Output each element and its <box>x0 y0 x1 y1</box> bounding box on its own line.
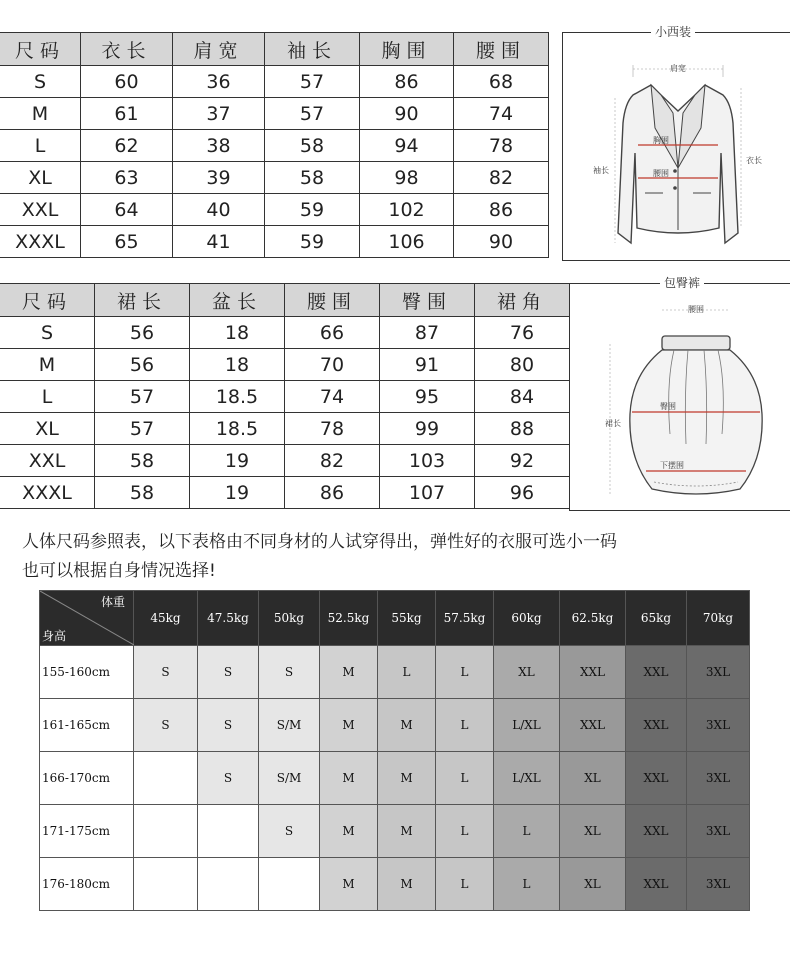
value-cell: 80 <box>475 349 570 381</box>
header-waist: 腰围 <box>285 284 380 317</box>
table-row <box>0 445 570 477</box>
size-recommendation-cell: S <box>134 646 198 699</box>
height-cell: 171-175cm <box>40 805 134 858</box>
size-recommendation-cell: M <box>320 699 378 752</box>
value-cell: 87 <box>380 317 475 349</box>
height-cell: 161-165cm <box>40 699 134 752</box>
size-recommendation-cell: S/M <box>259 752 320 805</box>
size-recommendation-cell <box>134 805 198 858</box>
table-row <box>0 226 549 258</box>
label-hip: 臀围 <box>660 402 676 411</box>
table-row <box>0 413 570 445</box>
label-skirt-length: 裙长 <box>605 419 621 428</box>
value-cell: 18 <box>190 349 285 381</box>
size-recommendation-cell: S <box>259 646 320 699</box>
note-line-2: 也可以根据自身情况选择! <box>22 561 216 581</box>
size-recommendation-cell <box>259 858 320 911</box>
size-cell: XL <box>0 162 81 194</box>
value-cell: 82 <box>454 162 549 194</box>
size-note <box>22 528 782 586</box>
label-shoulder: 肩宽 <box>670 64 686 73</box>
size-recommendation-cell: L <box>436 699 494 752</box>
size-recommendation-cell: M <box>320 805 378 858</box>
weight-header: 57.5kg <box>436 591 494 646</box>
size-recommendation-cell: 3XL <box>687 752 750 805</box>
table-row <box>0 317 570 349</box>
skirt-diagram <box>569 276 790 511</box>
size-recommendation-cell: L <box>378 646 436 699</box>
size-recommendation-cell: 3XL <box>687 858 750 911</box>
height-cell: 155-160cm <box>40 646 134 699</box>
value-cell: 63 <box>81 162 173 194</box>
size-recommendation-cell: S <box>198 699 259 752</box>
value-cell: 70 <box>285 349 380 381</box>
value-cell: 59 <box>265 194 360 226</box>
body-size-reference-table <box>39 590 750 911</box>
skirt-illustration <box>570 284 790 510</box>
jacket-illustration <box>563 33 790 260</box>
value-cell: 86 <box>454 194 549 226</box>
size-recommendation-cell: M <box>378 699 436 752</box>
value-cell: 86 <box>285 477 380 509</box>
skirt-diagram-title: 包臀裤 <box>660 274 704 291</box>
jacket-header-row <box>0 33 549 66</box>
size-recommendation-cell: L <box>436 752 494 805</box>
value-cell: 106 <box>360 226 454 258</box>
weight-header: 60kg <box>494 591 560 646</box>
size-recommendation-cell: L/XL <box>494 699 560 752</box>
header-waist: 腰围 <box>454 33 549 66</box>
value-cell: 95 <box>380 381 475 413</box>
weight-header: 55kg <box>378 591 436 646</box>
value-cell: 88 <box>475 413 570 445</box>
value-cell: 76 <box>475 317 570 349</box>
value-cell: 38 <box>173 130 265 162</box>
value-cell: 102 <box>360 194 454 226</box>
value-cell: 58 <box>95 445 190 477</box>
size-recommendation-cell <box>134 858 198 911</box>
size-recommendation-cell: XXL <box>626 699 687 752</box>
size-cell: S <box>0 317 95 349</box>
size-recommendation-cell: XXL <box>626 752 687 805</box>
size-recommendation-cell: XL <box>560 858 626 911</box>
value-cell: 18.5 <box>190 381 285 413</box>
size-recommendation-cell: S <box>259 805 320 858</box>
value-cell: 98 <box>360 162 454 194</box>
size-recommendation-cell: M <box>320 858 378 911</box>
weight-header: 52.5kg <box>320 591 378 646</box>
size-cell: L <box>0 381 95 413</box>
weight-header: 50kg <box>259 591 320 646</box>
height-cell: 166-170cm <box>40 752 134 805</box>
value-cell: 36 <box>173 66 265 98</box>
value-cell: 91 <box>380 349 475 381</box>
table-row <box>0 162 549 194</box>
size-recommendation-cell: 3XL <box>687 646 750 699</box>
value-cell: 56 <box>95 317 190 349</box>
value-cell: 78 <box>285 413 380 445</box>
value-cell: 103 <box>380 445 475 477</box>
jacket-size-table <box>0 32 549 258</box>
weight-header: 47.5kg <box>198 591 259 646</box>
table-row <box>40 646 750 699</box>
value-cell: 68 <box>454 66 549 98</box>
size-recommendation-cell: XXL <box>626 858 687 911</box>
label-sleeve: 袖长 <box>593 166 609 175</box>
value-cell: 61 <box>81 98 173 130</box>
size-recommendation-cell: XXL <box>560 646 626 699</box>
header-length: 衣长 <box>81 33 173 66</box>
value-cell: 64 <box>81 194 173 226</box>
value-cell: 39 <box>173 162 265 194</box>
value-cell: 57 <box>265 66 360 98</box>
table-row <box>0 381 570 413</box>
header-sleeve: 袖长 <box>265 33 360 66</box>
jacket-diagram <box>562 25 790 261</box>
value-cell: 90 <box>454 226 549 258</box>
header-size: 尺码 <box>0 33 81 66</box>
size-recommendation-cell: L <box>436 805 494 858</box>
table-row <box>0 349 570 381</box>
size-recommendation-cell: S/M <box>259 699 320 752</box>
value-cell: 57 <box>95 381 190 413</box>
table-row <box>40 858 750 911</box>
size-recommendation-cell: XXL <box>626 805 687 858</box>
size-cell: S <box>0 66 81 98</box>
value-cell: 41 <box>173 226 265 258</box>
label-chest: 胸围 <box>653 136 669 145</box>
size-recommendation-cell <box>198 805 259 858</box>
value-cell: 19 <box>190 477 285 509</box>
value-cell: 56 <box>95 349 190 381</box>
value-cell: 78 <box>454 130 549 162</box>
skirt-header-row <box>0 284 570 317</box>
table-row <box>0 477 570 509</box>
value-cell: 57 <box>265 98 360 130</box>
value-cell: 18.5 <box>190 413 285 445</box>
value-cell: 65 <box>81 226 173 258</box>
size-recommendation-cell: S <box>198 752 259 805</box>
skirt-size-table <box>0 283 570 509</box>
label-hem: 下摆围 <box>660 461 684 470</box>
size-recommendation-cell: L <box>436 646 494 699</box>
weight-header: 62.5kg <box>560 591 626 646</box>
value-cell: 66 <box>285 317 380 349</box>
value-cell: 82 <box>285 445 380 477</box>
label-waist: 腰围 <box>688 305 704 314</box>
label-waist: 腰围 <box>653 169 669 178</box>
height-cell: 176-180cm <box>40 858 134 911</box>
value-cell: 74 <box>454 98 549 130</box>
header-chest: 胸围 <box>360 33 454 66</box>
value-cell: 107 <box>380 477 475 509</box>
size-recommendation-cell: L/XL <box>494 752 560 805</box>
size-recommendation-cell: S <box>134 699 198 752</box>
size-recommendation-cell: M <box>378 858 436 911</box>
note-line-1: 人体尺码参照表，以下表格由不同身材的人试穿得出，弹性好的衣服可选小一码 <box>22 532 617 552</box>
value-cell: 37 <box>173 98 265 130</box>
value-cell: 94 <box>360 130 454 162</box>
size-recommendation-cell: M <box>378 752 436 805</box>
jacket-diagram-title: 小西装 <box>651 23 695 40</box>
size-recommendation-cell <box>198 858 259 911</box>
size-cell: M <box>0 349 95 381</box>
size-cell: XXXL <box>0 477 95 509</box>
size-recommendation-cell: S <box>198 646 259 699</box>
size-recommendation-cell <box>134 752 198 805</box>
label-length: 衣长 <box>746 156 762 165</box>
value-cell: 84 <box>475 381 570 413</box>
weight-header: 45kg <box>134 591 198 646</box>
size-recommendation-cell: L <box>494 805 560 858</box>
table-row <box>0 66 549 98</box>
size-recommendation-cell: XL <box>560 752 626 805</box>
header-rise: 盆长 <box>190 284 285 317</box>
value-cell: 62 <box>81 130 173 162</box>
value-cell: 92 <box>475 445 570 477</box>
weight-header: 70kg <box>687 591 750 646</box>
corner-height-label: 身高 <box>42 629 67 643</box>
weight-header: 65kg <box>626 591 687 646</box>
size-cell: XL <box>0 413 95 445</box>
value-cell: 99 <box>380 413 475 445</box>
value-cell: 59 <box>265 226 360 258</box>
value-cell: 58 <box>265 130 360 162</box>
value-cell: 96 <box>475 477 570 509</box>
size-cell: XXXL <box>0 226 81 258</box>
table-row <box>0 194 549 226</box>
value-cell: 86 <box>360 66 454 98</box>
size-cell: XXL <box>0 194 81 226</box>
value-cell: 60 <box>81 66 173 98</box>
size-recommendation-cell: 3XL <box>687 805 750 858</box>
header-shoulder: 肩宽 <box>173 33 265 66</box>
value-cell: 18 <box>190 317 285 349</box>
size-cell: M <box>0 98 81 130</box>
corner-weight-label: 体重 <box>100 595 125 609</box>
header-hip: 臀围 <box>380 284 475 317</box>
size-recommendation-cell: L <box>494 858 560 911</box>
value-cell: 58 <box>265 162 360 194</box>
value-cell: 19 <box>190 445 285 477</box>
weight-header-row <box>40 591 750 646</box>
size-recommendation-cell: 3XL <box>687 699 750 752</box>
value-cell: 58 <box>95 477 190 509</box>
size-recommendation-cell: L <box>436 858 494 911</box>
value-cell: 90 <box>360 98 454 130</box>
size-recommendation-cell: XXL <box>560 699 626 752</box>
header-skirt-length: 裙长 <box>95 284 190 317</box>
header-hem: 裙角 <box>475 284 570 317</box>
header-size: 尺码 <box>0 284 95 317</box>
size-recommendation-cell: XL <box>494 646 560 699</box>
table-row <box>0 98 549 130</box>
corner-cell <box>40 591 134 646</box>
value-cell: 57 <box>95 413 190 445</box>
size-recommendation-cell: XXL <box>626 646 687 699</box>
reference-body <box>40 646 750 911</box>
table-row <box>40 699 750 752</box>
size-cell: L <box>0 130 81 162</box>
size-recommendation-cell: M <box>378 805 436 858</box>
value-cell: 40 <box>173 194 265 226</box>
table-row <box>40 805 750 858</box>
table-row <box>0 130 549 162</box>
table-row <box>40 752 750 805</box>
size-cell: XXL <box>0 445 95 477</box>
value-cell: 74 <box>285 381 380 413</box>
size-recommendation-cell: M <box>320 752 378 805</box>
size-recommendation-cell: XL <box>560 805 626 858</box>
size-recommendation-cell: M <box>320 646 378 699</box>
